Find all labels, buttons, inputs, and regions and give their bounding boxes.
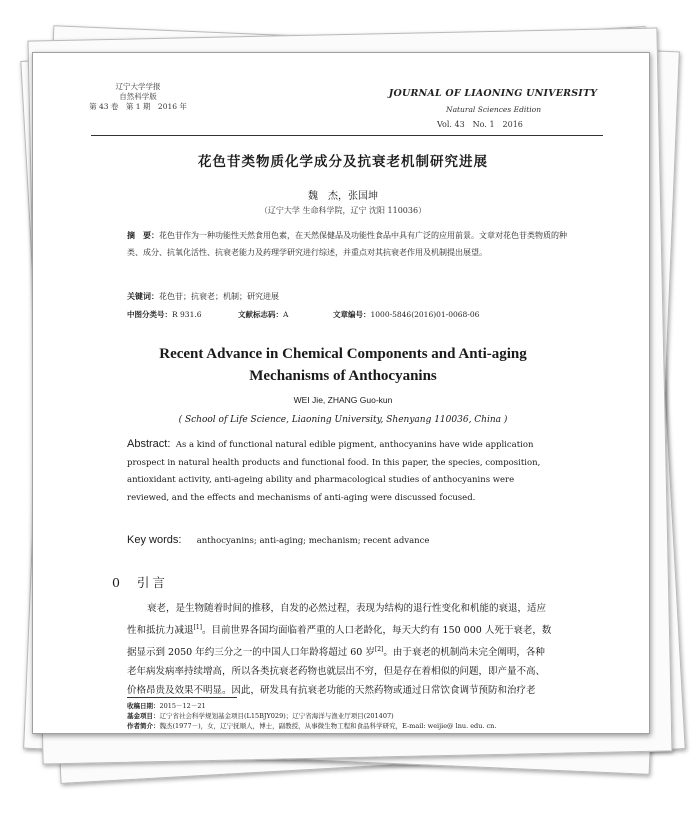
journal-header-cn	[83, 82, 193, 112]
body-line-3b: 。由于衰老的机制尚未完全阐明，各种	[383, 647, 545, 659]
keywords-en-text: anthocyanins; anti-aging; mechanism; recent advance	[196, 536, 430, 546]
received-date: 2015－12－21	[159, 702, 206, 710]
keywords-cn-text: 花色苷；抗衰老；机制；研究进展	[159, 292, 279, 301]
body-line-2a: 性和抵抗力减退	[127, 625, 194, 637]
received-label: 收稿日期：	[127, 702, 160, 710]
paper-front-page	[32, 52, 650, 734]
section-number: 0	[112, 575, 123, 590]
section-heading	[112, 573, 168, 591]
journal-name-en: JOURNAL OF LIAONING UNIVERSITY	[388, 88, 598, 99]
bio-label: 作者简介：	[127, 722, 160, 730]
journal-issue-en: Vol. 43 No. 1 2016	[437, 120, 523, 129]
body-line-5: 价格昂贵及效果不明显。因此，研发具有抗衰老功能的天然药物或通过日常饮食调节预防和治疗老	[127, 685, 536, 697]
journal-edition-en: Natural Sciences Edition	[446, 105, 542, 114]
keywords-en-label: Key words:	[127, 534, 182, 546]
footnote-received	[127, 701, 587, 711]
title-en	[73, 343, 613, 387]
body-text	[127, 599, 575, 700]
classification-row	[127, 309, 202, 320]
clc-label: 中图分类号：	[127, 310, 172, 319]
footnotes	[127, 701, 587, 731]
keywords-cn-label: 关键词：	[127, 291, 159, 301]
body-line-4: 老年病发病率持续增高，所以各类抗衰老药物也就层出不穷，但是存在着相似的问题，即产量不高、	[127, 666, 546, 678]
abstract-en-line3: antioxidant activity, anti-ageing ability and pharmacological studies of anthocyanins were	[127, 475, 515, 485]
abstract-en-line1	[127, 436, 567, 455]
body-line-3a: 据显示到 2050 年约三分之一的中国人口年龄将超过 60 岁	[127, 647, 375, 659]
citation-2: [2]	[374, 646, 384, 654]
body-line-1: 衰老，是生物随着时间的推移，自发的必然过程，表现为结构的退行性变化和机能的衰退，适应	[147, 603, 547, 614]
body-line-3	[127, 640, 575, 662]
abstract-cn-text: 花色苷作为一种功能性天然食用色素，在天然保健品及功能性食品中具有广泛的应用前景。文章对花色苷类物质的种类、成分、抗氧化活性、抗衰老能力及药理学研究进行综述，并重点对其抗衰老作用及机制提出展望。	[127, 231, 567, 257]
section-title: 引言	[136, 575, 168, 590]
keywords-cn	[127, 291, 567, 302]
fund-text: 辽宁省社会科学规划基金项目(L15BJY029)；辽宁省海洋与渔业厅项目(201407)	[159, 712, 394, 720]
abstract-en-line4: reviewed, and the effects and mechanisms of anti-aging were discussed focused.	[127, 492, 476, 503]
abstract-en-label: Abstract:	[127, 438, 171, 450]
doc-code-label: 文献标志码：	[238, 310, 283, 319]
affiliation-en: ( School of Life Science, Liaoning University, Shenyang 110036, China )	[178, 415, 508, 425]
citation-1: [1]	[193, 624, 203, 631]
journal-issue-cn: 第 43 卷 第 1 期 2016 年	[89, 102, 187, 111]
body-line-2	[127, 618, 575, 640]
authors-cn: 魏 杰，张国坤	[308, 191, 378, 202]
journal-name-cn: 辽宁大学学报	[115, 82, 161, 91]
abstract-en-line2: prospect in natural health products and functional food. In this paper, the species, composition,	[127, 457, 541, 468]
title-cn: 花色苷类物质化学成分及抗衰老机制研究进展	[198, 154, 488, 170]
fund-label: 基金项目：	[127, 712, 160, 720]
clc-value: R 931.6	[172, 310, 202, 319]
affiliation-cn: （辽宁大学 生命科学院，辽宁 沈阳 110036）	[259, 206, 427, 215]
footnote-fund	[127, 711, 587, 721]
document-code	[238, 309, 288, 320]
article-number	[333, 309, 479, 320]
article-number-label: 文章编号：	[333, 310, 371, 319]
body-line-2b: 。目前世界各国均面临着严重的人口老龄化，每天大约有 150 000 人死于衰老，数	[202, 625, 552, 637]
authors-en: WEI Jie, ZHANG Guo-kun	[293, 395, 393, 405]
article-number-value: 1000-5846(2016)01-0068-06	[370, 310, 480, 319]
abstract-en	[127, 436, 567, 507]
journal-edition-cn: 自然科学版	[119, 92, 157, 101]
title-en-line1: Recent Advance in Chemical Components and Anti-aging	[159, 346, 527, 362]
abstract-cn	[127, 227, 567, 261]
doc-code-value: A	[283, 310, 289, 319]
keywords-en	[127, 528, 567, 547]
footnote-bio	[127, 721, 587, 731]
abstract-cn-label: 摘 要：	[127, 230, 159, 240]
title-en-line2: Mechanisms of Anthocyanins	[249, 368, 437, 384]
header-rule	[91, 135, 603, 136]
footnote-rule	[127, 697, 237, 698]
bio-text: 魏杰(1977－)，女，辽宁抚顺人，博士，副教授，从事微生物工程和食品科学研究，E-mail: weijie@ lnu. edu. cn.	[159, 722, 497, 730]
abstract-en-line1-text: As a kind of functional natural edible pigment, anthocyanins have wide application	[175, 440, 534, 450]
